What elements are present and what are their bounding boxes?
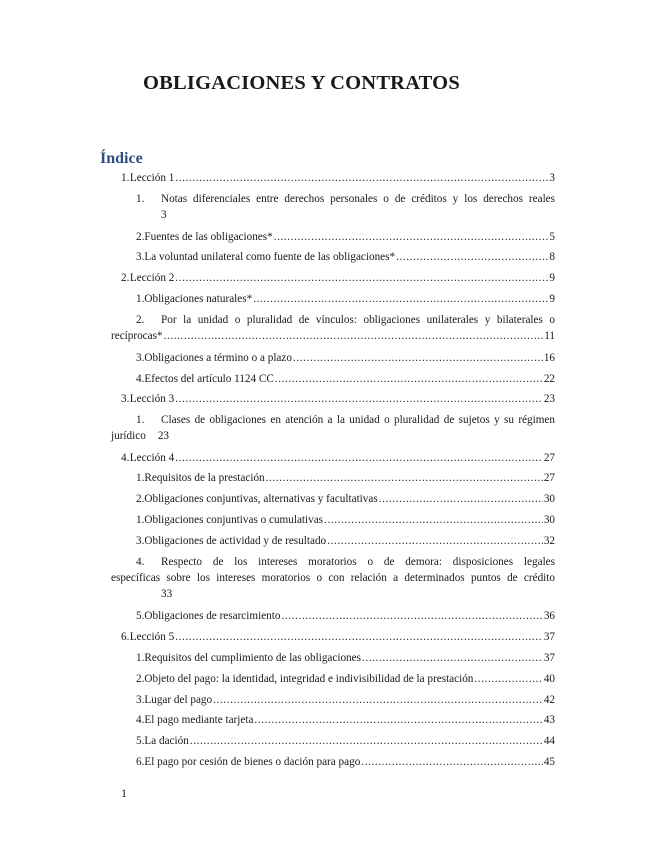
toc-entry-resarcimiento[interactable] [136, 608, 555, 624]
toc-leader-dots [361, 754, 543, 770]
toc-leader-dots [175, 450, 543, 466]
toc-entry-label-continued: específicas sobre los intereses moratorios o con relación a determinados puntos de crédito [111, 572, 555, 584]
toc-entry-dacion[interactable] [136, 733, 555, 749]
toc-entry-page: 9 [549, 272, 555, 284]
toc-entry-notas-diferenciales[interactable] [136, 191, 555, 223]
toc-leader-dots [175, 270, 548, 286]
toc-entry-clases-obligaciones[interactable] [111, 412, 555, 444]
toc-entry-label: Por la unidad o pluralidad de vínculos: obligaciones unilaterales y bilaterales o [161, 314, 555, 326]
toc-leader-dots [275, 371, 543, 387]
toc-leader-dots [190, 733, 543, 749]
toc-entry-efectos-articulo[interactable] [136, 371, 555, 387]
toc-entry-number: 1. [136, 193, 145, 205]
toc-entry-label: Obligaciones de actividad y de resultado [144, 535, 327, 547]
toc-entry-label: Clases de obligaciones en atención a la unidad o pluralidad de sujetos y su régimen [161, 414, 555, 426]
toc-entry-number: 3. [136, 352, 145, 364]
toc-entry-label: Lección 4 [129, 452, 175, 464]
toc-entry-page: 30 [543, 514, 555, 526]
toc-entry-page: 33 [161, 588, 173, 600]
toc-entry-label: Obligaciones conjuntivas o cumulativas [144, 514, 324, 526]
toc-leader-dots [379, 491, 543, 507]
toc-entry-page: 23 [157, 430, 169, 442]
toc-entry-page: 45 [543, 756, 555, 768]
toc-entry-number: 4. [136, 373, 145, 385]
toc-entry-label: Notas diferenciales entre derechos personales o de créditos y los derechos reales [161, 193, 555, 205]
toc-entry-page: 32 [543, 535, 555, 547]
toc-entry-label: El pago por cesión de bienes o dación para pago [144, 756, 361, 768]
toc-entry-number: 4. [136, 714, 145, 726]
toc-entry-page: 30 [543, 493, 555, 505]
toc-leader-dots [327, 533, 543, 549]
document-title: OBLIGACIONES Y CONTRATOS [143, 72, 460, 94]
toc-entry-intereses-moratorios[interactable] [111, 554, 555, 602]
toc-entry-page: 8 [549, 251, 555, 263]
toc-entry-label: El pago mediante tarjeta [144, 714, 254, 726]
toc-leader-dots [213, 692, 543, 708]
toc-entry-page: 42 [543, 694, 555, 706]
toc-entry-number: 5. [136, 735, 145, 747]
toc-leader-dots [175, 170, 548, 186]
toc-entry-leccion-2[interactable] [121, 270, 555, 286]
toc-entry-page: 5 [549, 231, 555, 243]
toc-entry-label: Lugar del pago [144, 694, 213, 706]
toc-entry-page: 11 [544, 330, 555, 342]
toc-entry-label: Obligaciones naturales* [144, 293, 253, 305]
toc-entry-number: 6. [136, 756, 145, 768]
toc-entry-label: Efectos del artículo 1124 CC [144, 373, 274, 385]
toc-entry-label: Respecto de los intereses moratorios o de demora: disposiciones legales [161, 556, 555, 568]
toc-leader-dots [293, 350, 543, 366]
toc-entry-number: 1. [136, 293, 145, 305]
toc-leader-dots [474, 671, 542, 687]
toc-entry-conjuntivas-alternativas[interactable] [136, 491, 555, 507]
toc-entry-requisitos-prestacion[interactable] [136, 470, 555, 486]
toc-leader-dots [266, 470, 543, 486]
toc-entry-label: La dación [144, 735, 189, 747]
toc-entry-obligaciones-termino[interactable] [136, 350, 555, 366]
toc-entry-actividad-resultado[interactable] [136, 533, 555, 549]
toc-entry-number: 3. [136, 694, 145, 706]
toc-entry-leccion-3[interactable] [121, 391, 555, 407]
toc-entry-page: 40 [543, 673, 555, 685]
toc-entry-requisitos-cumplimiento[interactable] [136, 650, 555, 666]
toc-entry-voluntad-unilateral[interactable] [136, 249, 555, 265]
toc-entry-number: 3. [121, 393, 130, 405]
toc-entry-number: 3. [136, 251, 145, 263]
toc-entry-number: 6. [121, 631, 130, 643]
toc-leader-dots [324, 512, 543, 528]
toc-entry-cesion-bienes[interactable] [136, 754, 555, 770]
toc-entry-label: Obligaciones conjuntivas, alternativas y facultativas [144, 493, 378, 505]
toc-entry-label: Obligaciones de resarcimiento [144, 610, 281, 622]
toc-entry-number: 1. [136, 414, 145, 426]
toc-entry-label: La voluntad unilateral como fuente de las obligaciones* [144, 251, 396, 263]
toc-entry-label: Requisitos del cumplimiento de las obligaciones [144, 652, 361, 664]
toc-entry-label: Fuentes de las obligaciones* [144, 231, 273, 243]
toc-entry-label-continued: recíprocas* [111, 330, 163, 342]
toc-entry-number: 2. [136, 231, 145, 243]
toc-leader-dots [362, 650, 543, 666]
toc-leader-dots [281, 608, 542, 624]
toc-entry-page: 43 [543, 714, 555, 726]
toc-entry-number: 3. [136, 535, 145, 547]
toc-entry-label: Obligaciones a término o a plazo [144, 352, 292, 364]
toc-entry-lugar-pago[interactable] [136, 692, 555, 708]
toc-entry-label: Objeto del pago: la identidad, integridad e indivisibilidad de la prestación [144, 673, 474, 685]
toc-entry-page: 16 [543, 352, 555, 364]
toc-entry-page: 27 [543, 452, 555, 464]
toc-entry-page: 9 [549, 293, 555, 305]
toc-entry-page: 3 [161, 209, 167, 221]
toc-entry-number: 5. [136, 610, 145, 622]
toc-entry-number: 1. [136, 652, 145, 664]
toc-entry-unidad-pluralidad-vinculos[interactable] [111, 312, 555, 344]
toc-entry-number: 2. [136, 314, 145, 326]
toc-leader-dots [254, 712, 542, 728]
toc-entry-page: 3 [549, 172, 555, 184]
toc-entry-page: 27 [543, 472, 555, 484]
toc-entry-number: 2. [121, 272, 130, 284]
toc-entry-leccion-4[interactable] [121, 450, 555, 466]
toc-heading: Índice [100, 150, 143, 167]
toc-entry-number: 1. [121, 172, 130, 184]
toc-leader-dots [164, 328, 544, 344]
toc-entry-page: 37 [543, 652, 555, 664]
toc-entry-number: 4. [121, 452, 130, 464]
toc-entry-label-continued: jurídico [111, 430, 146, 442]
toc-entry-number: 4. [136, 556, 145, 568]
toc-entry-label: Lección 5 [129, 631, 175, 643]
toc-entry-leccion-1[interactable] [121, 170, 555, 186]
toc-entry-label: Requisitos de la prestación [144, 472, 265, 484]
toc-entry-page: 22 [543, 373, 555, 385]
toc-entry-number: 1. [136, 514, 145, 526]
toc-entry-page: 44 [543, 735, 555, 747]
toc-entry-leccion-5[interactable] [121, 629, 555, 645]
toc-entry-label: Lección 2 [129, 272, 175, 284]
toc-entry-objeto-pago[interactable] [136, 671, 555, 687]
toc-leader-dots [274, 229, 549, 245]
toc-entry-number: 2. [136, 673, 145, 685]
toc-entry-label: Lección 1 [129, 172, 175, 184]
toc-entry-page: 36 [543, 610, 555, 622]
page-number: 1 [121, 786, 127, 800]
toc-leader-dots [396, 249, 548, 265]
toc-entry-page: 23 [543, 393, 555, 405]
toc-leader-dots [175, 391, 543, 407]
toc-entry-page: 37 [543, 631, 555, 643]
toc-entry-label: Lección 3 [129, 393, 175, 405]
toc-entry-obligaciones-naturales[interactable] [136, 291, 555, 307]
toc-entry-number: 1. [136, 472, 145, 484]
toc-entry-pago-tarjeta[interactable] [136, 712, 555, 728]
toc-leader-dots [175, 629, 543, 645]
toc-entry-conjuntivas-cumulativas[interactable] [136, 512, 555, 528]
toc-entry-number: 2. [136, 493, 145, 505]
toc-leader-dots [253, 291, 548, 307]
toc-entry-fuentes[interactable] [136, 229, 555, 245]
